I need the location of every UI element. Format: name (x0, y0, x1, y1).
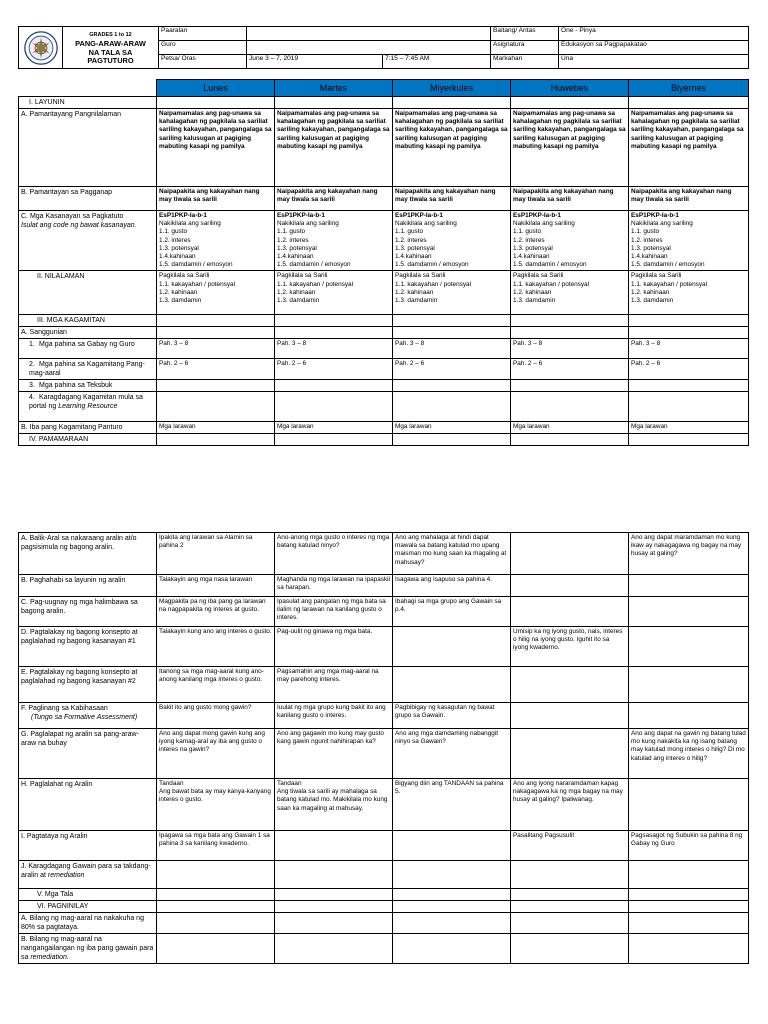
title-line-1: PANG-ARAW-ARAW (75, 38, 146, 48)
competency-item: 1.1. gusto (513, 228, 542, 236)
competency-item: 1.2. interes (395, 236, 427, 244)
grade-level-value: One - Pinya (559, 27, 749, 41)
discussion2-tuesday: Pagsamahin ang mga mag-aaral na may parehong interes. (275, 667, 393, 703)
performance-standard-wednesday: Naipapakita ang kakayahan nang may tiwala sa sarili (393, 187, 511, 211)
discussion1-friday (629, 627, 749, 667)
content-standard-thursday: Naipamamalas ang pag-unawa sa kahalagahan ng pagkilala sa sariliat sariling kakayahan, pangangalaga sa sariling kalusugan at pagiging mabuting kasapi ng pamilya (511, 109, 629, 187)
competency-code: EsP1PKP-Ia-b-1 (159, 212, 207, 219)
competency-item: 1.3. potensyal (513, 244, 553, 252)
ref-label: Mga pahina sa Gabay ng Guro (39, 341, 135, 349)
content-item: 1.3. damdamin (513, 297, 556, 305)
review-monday: Ipakita ang larawan sa Alamin sa pahina 2 (157, 533, 275, 575)
mastery-friday (629, 703, 749, 729)
application-wednesday: Ano ang mga damdaming nabanggit ninyo sa Gawain? (393, 729, 511, 779)
competency-item: 1.5. damdamin / emosyon (277, 261, 351, 269)
competency-code: EsP1PKP-Ia-b-1 (277, 212, 325, 219)
mastery-monday: Bakit ito ang gusto mong gawin? (157, 703, 275, 729)
examples-wednesday: Ibahagi sa mga grupo ang Gawain sa p.4. (393, 597, 511, 627)
ref-label: Karagdagang Kagamitan mula sa portal ng (29, 394, 143, 411)
generalization-thursday: Ano ang iyong nararamdaman kapag nakagagawa ka ng mga bagay na may husay at galing? Ipaliwanag. (511, 779, 629, 831)
guide-pages-friday: Pah. 3 – 8 (629, 339, 749, 359)
assignment-label-italic: remediation (47, 872, 85, 879)
competency-item: 1.1. gusto (631, 228, 660, 236)
competency-wednesday (393, 211, 511, 271)
guide-pages-monday: Pah. 3 – 8 (157, 339, 275, 359)
discussion2-monday: Itanong sa mga mag-aaral kung ano-anong kanilang mga interes o gusto. (157, 667, 275, 703)
content-item: 1.2. kahinaan (395, 288, 434, 296)
content-item: 1.2. kahinaan (159, 288, 198, 296)
competency-code: EsP1PKP-Ia-b-1 (631, 212, 679, 219)
grade-level-label: Baitang/ Antas (491, 27, 559, 41)
competency-item: 1.4.kahinaan (277, 253, 314, 261)
teacher-label: Guro (159, 41, 247, 55)
content-title: Pagkilala sa Sarili (277, 272, 328, 280)
competency-friday (629, 211, 749, 271)
guide-pages-thursday: Pah. 3 – 8 (511, 339, 629, 359)
materials-friday: Mga larawan (629, 422, 749, 434)
competency-item: 1.2. interes (513, 236, 545, 244)
row-label-iba-pang-kagamitan: B. Iba pang Kagamitang Panturo (19, 422, 157, 434)
discussion2-friday (629, 667, 749, 703)
mastery-wednesday: Pagbibigay ng kasagutan ng bawat grupo sa Gawain. (393, 703, 511, 729)
learner-pages-thursday: Pah. 2 – 6 (511, 359, 629, 380)
subject-value: Edukasyon sa Pagpapakatao (559, 41, 749, 55)
content-item: 1.2. kahinaan (513, 288, 552, 296)
row-label-balik-aral: A. Balik-Aral sa nakaraang aralin at/o pagsisimula ng bagong aralin. (19, 533, 157, 575)
day-header-thursday: Huwebes (511, 80, 629, 97)
competency-item: 1.1. gusto (395, 228, 424, 236)
row-label-pagtalakay-1: D. Pagtalakay ng bagong konsepto at paglalahad ng bagong kasanayan #1 (19, 627, 157, 667)
discussion1-monday: Talakayin kung ano ang interes o gusto. (157, 627, 275, 667)
generalization-monday: Tandaan Ang bawat bata ay may kanya-kanyang interes o gusto. (157, 779, 275, 831)
examples-thursday (511, 597, 629, 627)
application-thursday (511, 729, 629, 779)
mastery-thursday (511, 703, 629, 729)
quarter-label: Markahan (491, 55, 559, 69)
competency-tuesday (275, 211, 393, 271)
row-label-karagdagang-kagamitan (19, 392, 157, 422)
content-title: Pagkilala sa Sarili (395, 272, 446, 280)
generalization-wednesday: Bigyang diin ang TANDAAN sa pahina 5. (393, 779, 511, 831)
row-label-80-percent: A. Bilang ng mag-aaral na nakakuha ng 80% sa pagtataya. (19, 913, 157, 934)
section-pamamaraan: IV. PAMAMARAAN (19, 434, 157, 446)
discussion2-wednesday (393, 667, 511, 703)
guide-pages-tuesday: Pah. 3 – 8 (275, 339, 393, 359)
day-header-tuesday: Martes (275, 80, 393, 97)
examples-monday: Magpakita pa ng iba pang ga larawan na nagpapakita ng interes at gusto. (157, 597, 275, 627)
item-number: 3. (29, 382, 35, 390)
lesson-table-part-2 (18, 532, 749, 964)
competency-intro: Nakikilala ang sariling (159, 220, 221, 228)
section-layunin: I. LAYUNIN (19, 97, 157, 109)
review-tuesday: Ano-anong mga gusto o interes ng mga batang katulad ninyo? (275, 533, 393, 575)
assignment-label: J. Karagdagang Gawain para sa takdang-aralin at (21, 863, 151, 879)
application-tuesday: Ano ang gagawin mo kung may gusto kang gawin ngunit nahihirapan ka? (275, 729, 393, 779)
review-wednesday: Ano ang mahalaga at hindi dapat mawala sa batang katulad mo upang maisman mo kung saan ka magaling at mahusay? (393, 533, 511, 575)
discussion1-tuesday: Pag-uulit ng ginawa ng mga bata. (275, 627, 393, 667)
row-label-pamantayan-sa-pagganap: B. Pamantayan sa Pagganap (19, 187, 157, 211)
examples-friday (629, 597, 749, 627)
date-label: Petsa/ Oras (159, 55, 247, 69)
performance-standard-thursday: Naipapakita ang kakayahan nang may tiwala sa sarili (511, 187, 629, 211)
competency-intro: Nakikilala ang sariling (395, 220, 457, 228)
row-label-gabay-ng-guro (19, 339, 157, 359)
school-label: Paaralan (159, 27, 247, 41)
item-number: 1. (29, 341, 35, 349)
performance-standard-tuesday: Naipapakita ang kakayahan nang may tiwala sa sarili (275, 187, 393, 211)
competency-item: 1.3. potensyal (631, 244, 671, 252)
day-header-monday: Lunes (157, 80, 275, 97)
day-header-wednesday: Miyerkules (393, 80, 511, 97)
performance-standard-friday: Naipapakita ang kakayahan nang may tiwala sa sarili (629, 187, 749, 211)
teacher-value (247, 41, 491, 55)
content-monday (157, 271, 275, 315)
content-item: 1.2. kahinaan (277, 288, 316, 296)
competency-intro: Nakikilala ang sariling (277, 220, 339, 228)
content-wednesday (393, 271, 511, 315)
section-pagninilay: VI. PAGNINILAY (19, 901, 157, 913)
row-label-sanggunian: A. Sanggunian (19, 327, 157, 339)
guide-pages-wednesday: Pah. 3 – 8 (393, 339, 511, 359)
subject-label: Asignatura (491, 41, 559, 55)
quarter-value: Una (559, 55, 749, 69)
motivation-monday: Talakayin ang mga nasa larawan (157, 575, 275, 597)
row-label-pag-uugnay: C. Pag-uugnay ng mga halimbawa sa bagong aralin. (19, 597, 157, 627)
row-label-remediation (19, 934, 157, 964)
competency-item: 1.3. potensyal (277, 244, 317, 252)
lesson-table-part-1 (18, 79, 749, 446)
competency-item: 1.5. damdamin / emosyon (513, 261, 587, 269)
discussion2-thursday (511, 667, 629, 703)
content-item: 1.1. kakayahan / potensyal (513, 280, 590, 288)
time-value: 7:15 – 7:45 AM (383, 55, 491, 69)
item-number: 4. (29, 394, 35, 402)
evaluation-wednesday (393, 831, 511, 861)
row-label-pagtalakay-2: E. Pagtalakay ng bagong konsepto at paglalahad ng bagong kasanayan #2 (19, 667, 157, 703)
competency-item: 1.1. gusto (277, 228, 306, 236)
examples-tuesday: Ipasulat ang pangalan ng mga bata sa ilalim ng larawan na kanilang gusto o interes. (275, 597, 393, 627)
content-item: 1.3. damdamin (395, 297, 438, 305)
learner-pages-tuesday: Pah. 2 – 6 (275, 359, 393, 380)
lesson-plan-page-2 (18, 532, 748, 964)
row-label-pagtataya: I. Pagtataya ng Aralin (19, 831, 157, 861)
content-item: 1.3. damdamin (277, 297, 320, 305)
remediation-label: B. Bilang ng mag-aaral na nangangailangan ng iba pang gawain para sa (21, 936, 154, 961)
review-friday: Ano ang dapat maramdaman mo kung ikaw ay nakagagawa ng bagay na may husay at galing? (629, 533, 749, 575)
evaluation-friday: Pagsasagot ng Subukin sa pahina 8 ng Gabay ng Guro (629, 831, 749, 861)
motivation-wednesday: Isagawa ang Isapuso sa pahina 4. (393, 575, 511, 597)
content-standard-friday: Naipamamalas ang pag-unawa sa kahalagahan ng pagkilala sa sariliat sariling kakayahan, pangangalaga sa sariling kalusugan at pagiging mabuting kasapi ng pamilya (629, 109, 749, 187)
content-item: 1.1. kakayahan / potensyal (277, 280, 354, 288)
competency-code: EsP1PKP-Ia-b-1 (395, 212, 443, 219)
competencies-label: C. Mga Kasanayan sa Pagkatuto (21, 213, 124, 220)
competency-item: 1.2. interes (159, 236, 191, 244)
competency-item: 1.4.kahinaan (159, 253, 196, 261)
content-standard-monday: Naipamamalas ang pag-unawa sa kahalagahan ng pagkilala sa sariliat sariling kakayahan, pangangalaga sa sariling kalusugan at pagiging mabuting kasapi ng pamilya (157, 109, 275, 187)
item-number: 2. (29, 361, 35, 369)
content-item: 1.1. kakayahan / potensyal (631, 280, 708, 288)
date-value: June 3 – 7, 2019 (247, 55, 383, 69)
row-label-teksbuk (19, 380, 157, 392)
discussion1-thursday: Umisip ka ng iyong gusto, nais, interes o hilig na iyong gusto. Iguhit ito sa iyong kwaderno. (511, 627, 629, 667)
competency-intro: Nakikilala ang sariling (631, 220, 693, 228)
row-label-paghahabi: B. Paghahabi sa layunin ng aralin (19, 575, 157, 597)
row-label-paglalahat: H. Paglalahat ng Aralin (19, 779, 157, 831)
content-thursday (511, 271, 629, 315)
motivation-thursday (511, 575, 629, 597)
learner-pages-wednesday: Pah. 2 – 6 (393, 359, 511, 380)
learner-pages-friday: Pah. 2 – 6 (629, 359, 749, 380)
form-title (63, 27, 159, 69)
content-standard-tuesday: Naipamamalas ang pag-unawa sa kahalagahan ng pagkilala sa sariliat sariling kakayahan, pangangalaga sa sariling kalusugan at pagiging mabuting kasapi ng pamilya (275, 109, 393, 187)
materials-thursday: Mga larawan (511, 422, 629, 434)
content-item: 1.3. damdamin (159, 297, 202, 305)
ref-label: Mga pahina sa Teksbuk (39, 382, 113, 390)
competency-item: 1.5. damdamin / emosyon (395, 261, 469, 269)
competency-item: 1.2. interes (277, 236, 309, 244)
ref-label: Mga pahina sa Kagamitang Pang-mag-aaral (29, 361, 145, 378)
competencies-sublabel: Isulat ang code ng bawat kasanayan. (21, 222, 137, 229)
row-label-mga-kasanayan (19, 211, 157, 271)
title-line-2: NA TALA SA PAGTUTURO (87, 47, 134, 65)
competency-item: 1.4.kahinaan (631, 253, 668, 261)
performance-standard-monday: Naipapakita ang kakayahan nang may tiwala sa sarili (157, 187, 275, 211)
competency-item: 1.2. interes (631, 236, 663, 244)
review-thursday (511, 533, 629, 575)
remediation-label-italic: remediation. (30, 954, 69, 961)
application-friday: Ano ang dapat na gawin ng batang tulad mo kung nakakita ka ng isang batang may katulad mong interes o hilig? Di mo katulad ang interes o hilig? (629, 729, 749, 779)
seal-icon (24, 31, 58, 65)
content-item: 1.2. kahinaan (631, 288, 670, 296)
mastery-tuesday: Iuulat ng mga grupo kung bakit ito ang kanilang gusto o interes. (275, 703, 393, 729)
header-table (18, 26, 749, 69)
competency-item: 1.5. damdamin / emosyon (159, 261, 233, 269)
row-label-paglalapat: G. Paglalapat ng aralin sa pang-araw-araw na buhay (19, 729, 157, 779)
competency-item: 1.1. gusto (159, 228, 188, 236)
content-title: Pagkilala sa Sarili (631, 272, 682, 280)
row-label-pamantayang-pangnilalaman: A. Pamantayang Pangnilalaman (19, 109, 157, 187)
competency-monday (157, 211, 275, 271)
competency-code: EsP1PKP-Ia-b-1 (513, 212, 561, 219)
section-nilalaman: II. NILALAMAN (19, 271, 157, 315)
row-label-paglinang (19, 703, 157, 729)
competency-item: 1.3. potensyal (159, 244, 199, 252)
competency-item: 1.4.kahinaan (513, 253, 550, 261)
ref-label-italic: Learning Resource (58, 403, 118, 411)
materials-monday: Mga larawan (157, 422, 275, 434)
evaluation-tuesday (275, 831, 393, 861)
mastery-sublabel: (Tungo sa Formative Assessment) (31, 714, 138, 721)
lesson-plan-page-1 (18, 26, 748, 446)
content-title: Pagkilala sa Sarili (159, 272, 210, 280)
competency-item: 1.4.kahinaan (395, 253, 432, 261)
content-friday (629, 271, 749, 315)
materials-wednesday: Mga larawan (393, 422, 511, 434)
evaluation-thursday: Pasalitang Pagsusulit (511, 831, 629, 861)
day-header-friday: Biyernes (629, 80, 749, 97)
mastery-label: F. Paglinang sa Kabihasaan (21, 705, 108, 712)
content-standard-wednesday: Naipamamalas ang pag-unawa sa kahalagahan ng pagkilala sa sariliat sariling kakayahan, pangangalaga sa sariling kalusugan at pagiging mabuting kasapi ng pamilya (393, 109, 511, 187)
generalization-tuesday: Tandaan Ang tiwala sa sarili ay mahalaga sa batang katulad mo. Makikilala mo kung saan ka magaling at mahusay. (275, 779, 393, 831)
grades-label: GRADES 1 to 12 (89, 31, 132, 38)
content-title: Pagkilala sa Sarili (513, 272, 564, 280)
application-monday: Ano ang dapat mong gawin kung ang iyong kamag-aral ay iba ang gusto o interes na gawin? (157, 729, 275, 779)
competency-item: 1.3. potensyal (395, 244, 435, 252)
row-label-kagamitang-pang-mag-aaral (19, 359, 157, 380)
generalization-friday (629, 779, 749, 831)
row-label-karagdagang-gawain (19, 861, 157, 889)
content-tuesday (275, 271, 393, 315)
content-item: 1.3. damdamin (631, 297, 674, 305)
motivation-tuesday: Maghanda ng mga larawan na ipapaskil sa harapan. (275, 575, 393, 597)
section-mga-tala: V. Mga Tala (19, 889, 157, 901)
section-mga-kagamitan: III. MGA KAGAMITAN (19, 315, 157, 327)
learner-pages-monday: Pah. 2 – 6 (157, 359, 275, 380)
school-value (247, 27, 491, 41)
content-item: 1.1. kakayahan / potensyal (395, 280, 472, 288)
materials-tuesday: Mga larawan (275, 422, 393, 434)
content-item: 1.1. kakayahan / potensyal (159, 280, 236, 288)
competency-intro: Nakikilala ang sariling (513, 220, 575, 228)
evaluation-monday: Ipagawa sa mga bata ang Gawain 1 sa pahina 3 sa kanilang kwaderno. (157, 831, 275, 861)
motivation-friday (629, 575, 749, 597)
discussion1-wednesday (393, 627, 511, 667)
competency-item: 1.5. damdamin / emosyon (631, 261, 705, 269)
competency-thursday (511, 211, 629, 271)
deped-seal-logo (19, 27, 63, 69)
